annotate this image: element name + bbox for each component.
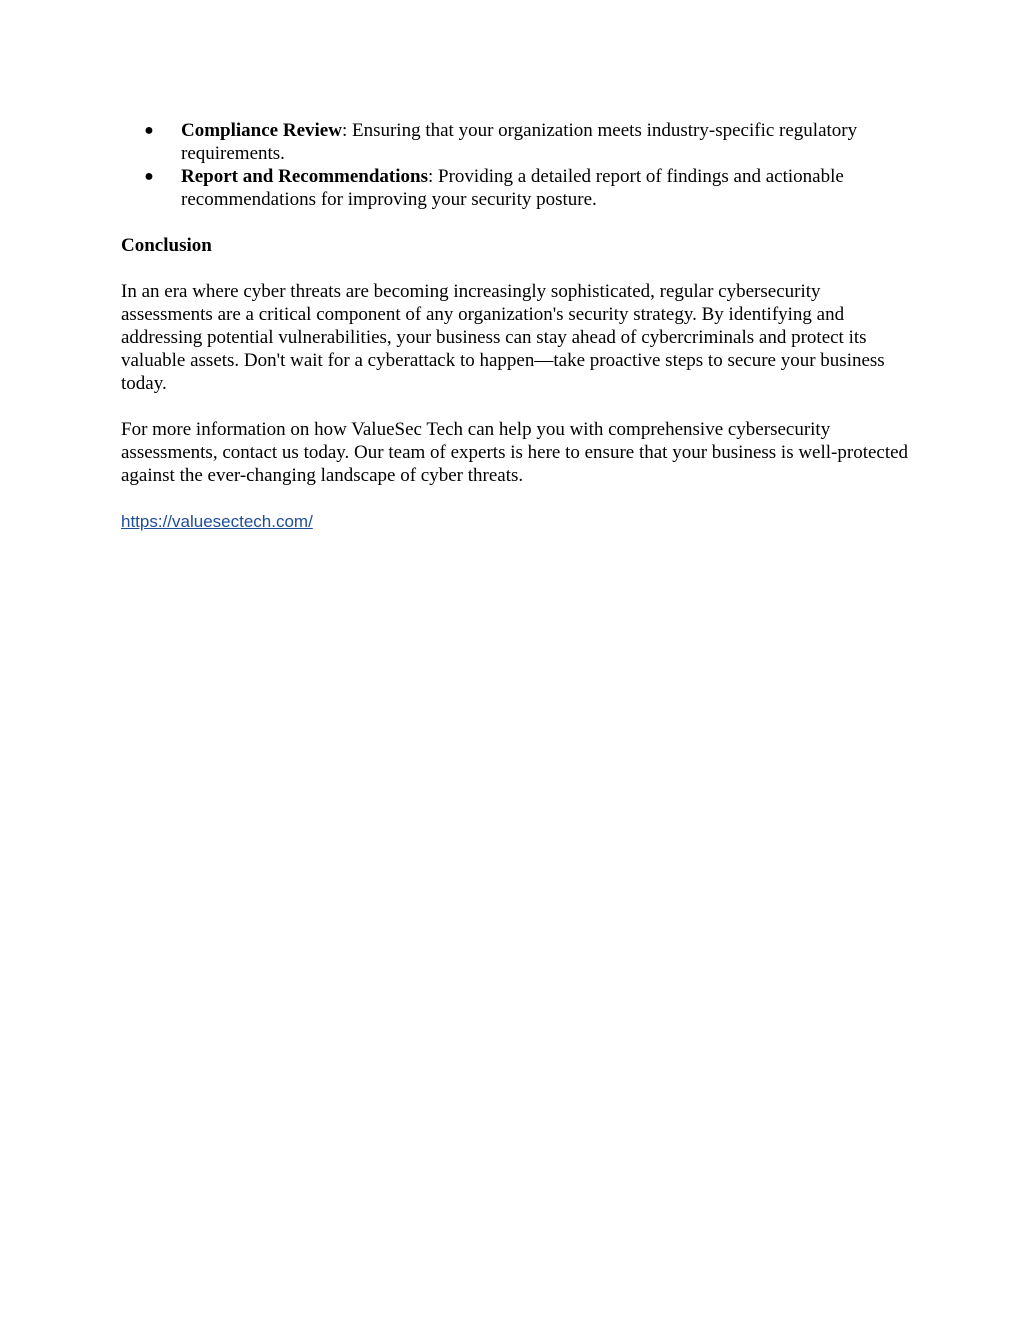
bullet-separator: : [428, 166, 439, 187]
website-link[interactable]: https://valuesectech.com/ [121, 512, 313, 531]
bullet-text: Ensuring that your organization meets industry-specific regulatory requirements. [181, 120, 858, 164]
bullet-separator: : [341, 120, 352, 141]
bullet-icon: ● [144, 122, 154, 139]
bullet-term: Compliance Review [181, 120, 342, 141]
bullet-list [121, 119, 911, 211]
bullet-text: Providing a detailed report of findings and actionable recommendations for improving your security posture. [181, 166, 844, 210]
conclusion-paragraph: In an era where cyber threats are becoming increasingly sophisticated, regular cybersecurity assessments are a critical component of any organization's security strategy. By identifying and addressing potential vulnerabilities, your business can stay ahead of cybercriminals and protect its valuable assets. Don't wait for a cyberattack to happen—take proactive steps to secure your business today. [121, 281, 885, 394]
bullet-icon: ● [144, 168, 154, 185]
list-item [121, 165, 911, 211]
section-heading: Conclusion [121, 235, 212, 256]
contact-paragraph: For more information on how ValueSec Tech can help you with comprehensive cybersecurity assessments, contact us today. Our team of experts is here to ensure that your business is well-protected against the ever-changing landscape of cyber threats. [121, 419, 909, 486]
bullet-term: Report and Recommendations [181, 166, 428, 187]
page-content [121, 119, 911, 533]
list-item [121, 119, 911, 165]
